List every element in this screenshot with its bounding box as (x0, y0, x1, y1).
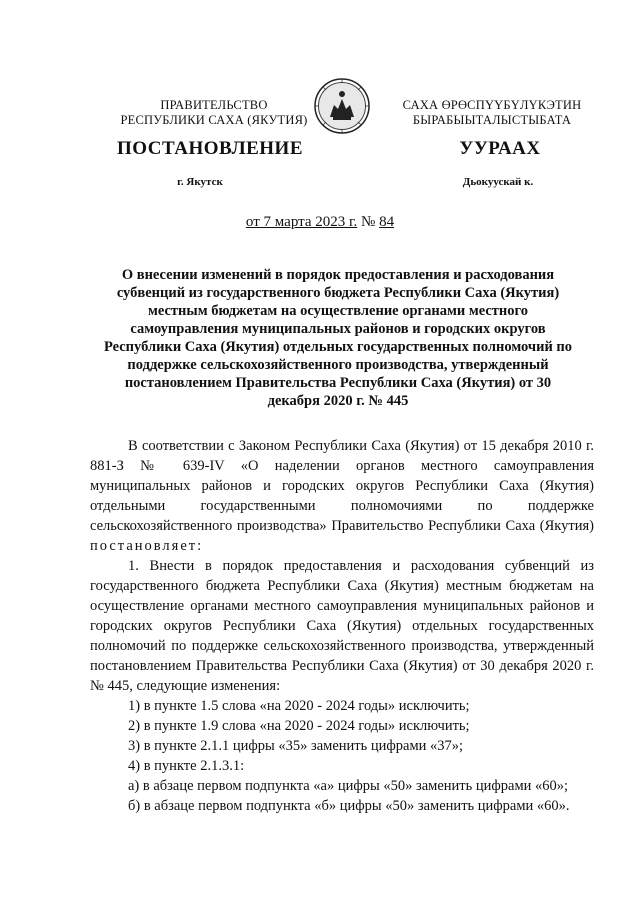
intro-paragraph (90, 436, 594, 556)
issuer-sah-line2: БЫРАБЫЫТАЛЫСТЫБАТА (412, 113, 572, 127)
list-item: 3) в пункте 2.1.1 цифры «35» заменить цифрами «37»; (128, 738, 464, 754)
list-item: б) в абзаце первом подпункта «б» цифры «50» заменить цифрами «60». (128, 798, 570, 814)
number-sign: № (361, 214, 376, 230)
issuer-ru-line2: РЕСПУБЛИКИ САХА (ЯКУТИЯ) (120, 113, 308, 127)
doc-type-ru: ПОСТАНОВЛЕНИЕ (116, 138, 304, 159)
intro-text: В соответствии с Законом Республики Саха (Якутия) от 15 декабря 2010 г. 881-З № 639-IV «О наделении органов местного самоуправления муниципальных районов и городских округов Республики Саха (Якутия) отдельными государственными полномочиями по поддержке сельскохозяйственного производства» Правительство Республики Саха (Якутия) (90, 438, 594, 534)
city-ru: г. Якутск (177, 176, 223, 188)
doc-date: от 7 марта 2023 г. (245, 214, 358, 230)
date-and-number (0, 214, 640, 231)
issuer-ru-line1: ПРАВИТЕЛЬСТВО (160, 98, 268, 112)
decree-word: постановляет: (90, 538, 204, 554)
issuer-ru (104, 98, 324, 128)
list-item: 1) в пункте 1.5 слова «на 2020 - 2024 годы» исключить; (128, 698, 470, 714)
list-item: а) в абзаце первом подпункта «а» цифры «50» заменить цифрами «60»; (128, 778, 569, 794)
doc-number: 84 (379, 214, 395, 230)
list-item: 2) в пункте 1.9 слова «на 2020 - 2024 годы» исключить; (128, 718, 470, 734)
document-title: О внесении изменений в порядок предоставления и расходования субвенций из государственного бюджета Республики Саха (Якутия) местным бюджетам на осуществление органами местного самоуправления муниципальных районов и городских округов Республики Саха (Якутия) отдельных государственных полномочий по поддержке сельскохозяйственного производства, утвержденный постановлением Правительства Республики Саха (Якутия) от 30 декабря 2020 г. № 445 (103, 267, 573, 409)
point-1: 1. Внести в порядок предоставления и расходования субвенций из государственного бюджета Республики Саха (Якутия) местным бюджетам на осуществление органами местного самоуправления муниципальных районов и городских округов Республики Саха (Якутия) отдельных государственных полномочий по поддержке сельскохозяйственного производства, утвержденный постановлением Правительства Республики Саха (Якутия) от 30 декабря 2020 г. № 445, следующие изменения: (90, 558, 594, 694)
issuer-sah-line1: САХА ӨРӨСПҮҮБҮЛҮКЭТИН (402, 98, 582, 112)
doc-type-sah: УУРААХ (459, 138, 541, 159)
coat-of-arms-emblem (313, 77, 371, 135)
list-item: 4) в пункте 2.1.3.1: (128, 758, 245, 774)
document-body (90, 436, 594, 816)
city-sah: Дьокуускай к. (462, 176, 534, 188)
issuer-sah (382, 98, 602, 128)
